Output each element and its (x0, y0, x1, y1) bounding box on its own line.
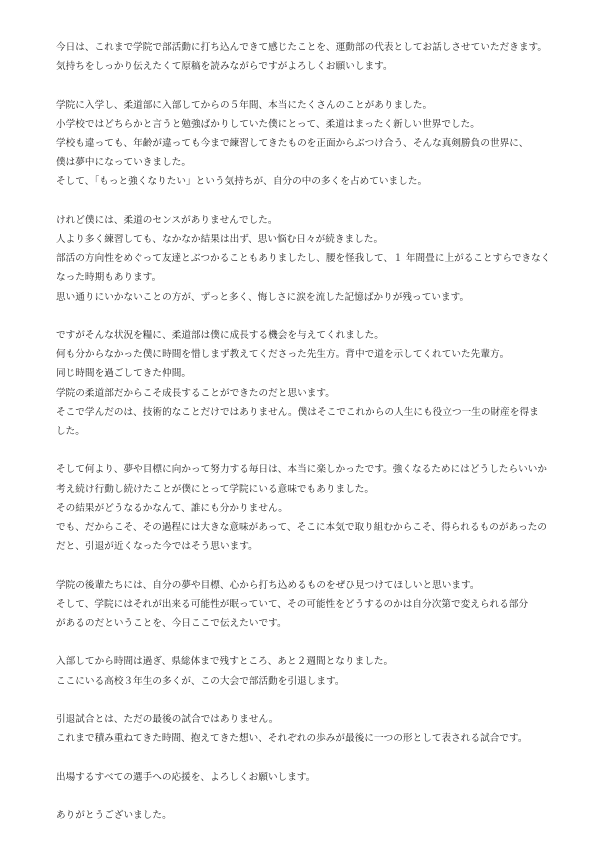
text-line: 学校も違っても、年齢が違っても今まで練習してきたものを正面からぶつけ合う、そんな真剣勝負の世界に、 (56, 138, 529, 149)
text-line: けれど僕には、柔道のセンスがありませんでした。 (56, 214, 278, 226)
text-line: そこで学んだのは、技術的なことだけではありません。僕はそこでこれからの人生にも役立つ一生の財産を得ま (56, 406, 539, 418)
text-line: 同じ時間を過ごしてきた仲間。 (56, 368, 192, 380)
text-line: 小学校ではどちらかと言うと勉強ばかりしていた僕にとって、柔道はまったく新しい世界でした。 (56, 118, 480, 130)
text-line: 学院に入学し、柔道部に入部してからの５年間、本当にたくさんのことがありました。 (56, 99, 433, 111)
paragraph (56, 96, 576, 192)
paragraph (56, 710, 576, 748)
paragraph (56, 652, 576, 690)
text-line: 学院の後輩たちには、自分の夢や目標、心から打ち込めるものをぜひ見つけてほしいと思います。 (56, 579, 480, 591)
text-line: 出場するすべての選手への応援を、よろしくお願いします。 (56, 771, 316, 783)
text-line: 学院の柔道部だからこそ成長することができたのだと思います。 (56, 387, 335, 399)
paragraph (56, 576, 576, 634)
speech-text (56, 38, 576, 844)
text-line: 人より多く練習しても、なかなか結果は出ず、思い悩む日々が続きました。 (56, 234, 384, 245)
text-line: 考え続け行動し続けたことが僕にとって学院にいる意味でもありました。 (56, 483, 375, 495)
text-line: 気持ちをしっかり伝えたくて原稿を読みながらですがよろしくお願いします。 (56, 61, 393, 73)
text-line: ここにいる高校３年生の多くが、この大会で部活動を引退します。 (56, 675, 345, 687)
paragraph (56, 38, 576, 76)
text-line: 引退試合とは、ただの最後の試合ではありません。 (56, 714, 279, 725)
text-line: 僕は夢中になっていきました。 (56, 157, 192, 169)
text-line: そして、「もっと強くなりたい」という気持ちが、自分の中の多くを占めていました。 (56, 176, 428, 188)
text-line: した。 (56, 426, 85, 438)
text-line: ですがそんな状況を糧に、柔道部は僕に成長する機会を与えてくれました。 (56, 330, 384, 341)
text-line: そして何より、夢や目標に向かって努力する毎日は、本当に楽しかったです。強くなるためにはどうしたらいいか (56, 464, 548, 476)
text-line: だと、引退が近くなった今ではそう思います。 (56, 541, 258, 553)
text-line: これまで積み重ねてきた時間、抱えてきた想い、それぞれの歩みが最後に一つの形として表される試合です。 (56, 733, 528, 745)
text-line: 思い通りにいかないことの方が、ずっと多く、悔しさに涙を流した記憶ばかりが残っています。 (56, 291, 470, 303)
text-line: があるのだということを、今日ここで伝えたいです。 (56, 618, 287, 630)
text-line: ありがとうございました。 (56, 809, 172, 821)
text-line: 何も分からなかった僕に時間を惜しまず教えてくださった先生方。背中で道を示してくれていた先輩方。 (56, 349, 510, 361)
paragraph (56, 211, 576, 307)
text-line: その結果がどうなるかなんて、誰にも分かりません。 (56, 502, 288, 514)
text-line: 入部してから時間は過ぎ、県総体まで残すところ、あと２週間となりました。 (56, 656, 394, 668)
text-line: 部活の方向性をめぐって友達とぶつかることもありましたし、腰を怪我して、１ 年間畳に上がることすらできなく (56, 253, 551, 265)
text-line: でも、だからこそ、その過程には大きな意味があって、そこに本気で取り組むからこそ、得られるものがあったの (56, 522, 548, 534)
paragraph (56, 768, 576, 787)
text-line: そして、学院にはそれが出来る可能性が眠っていて、その可能性をどうするのかは自分次第で変えられる部分 (56, 598, 529, 610)
text-line: なった時期もあります。 (56, 272, 162, 284)
paragraph (56, 806, 576, 825)
text-line: 今日は、これまで学院で部活動に打ち込んできて感じたことを、運動部の代表としてお話しさせていただきます。 (56, 42, 548, 53)
paragraph (56, 460, 576, 556)
paragraph (56, 326, 576, 441)
